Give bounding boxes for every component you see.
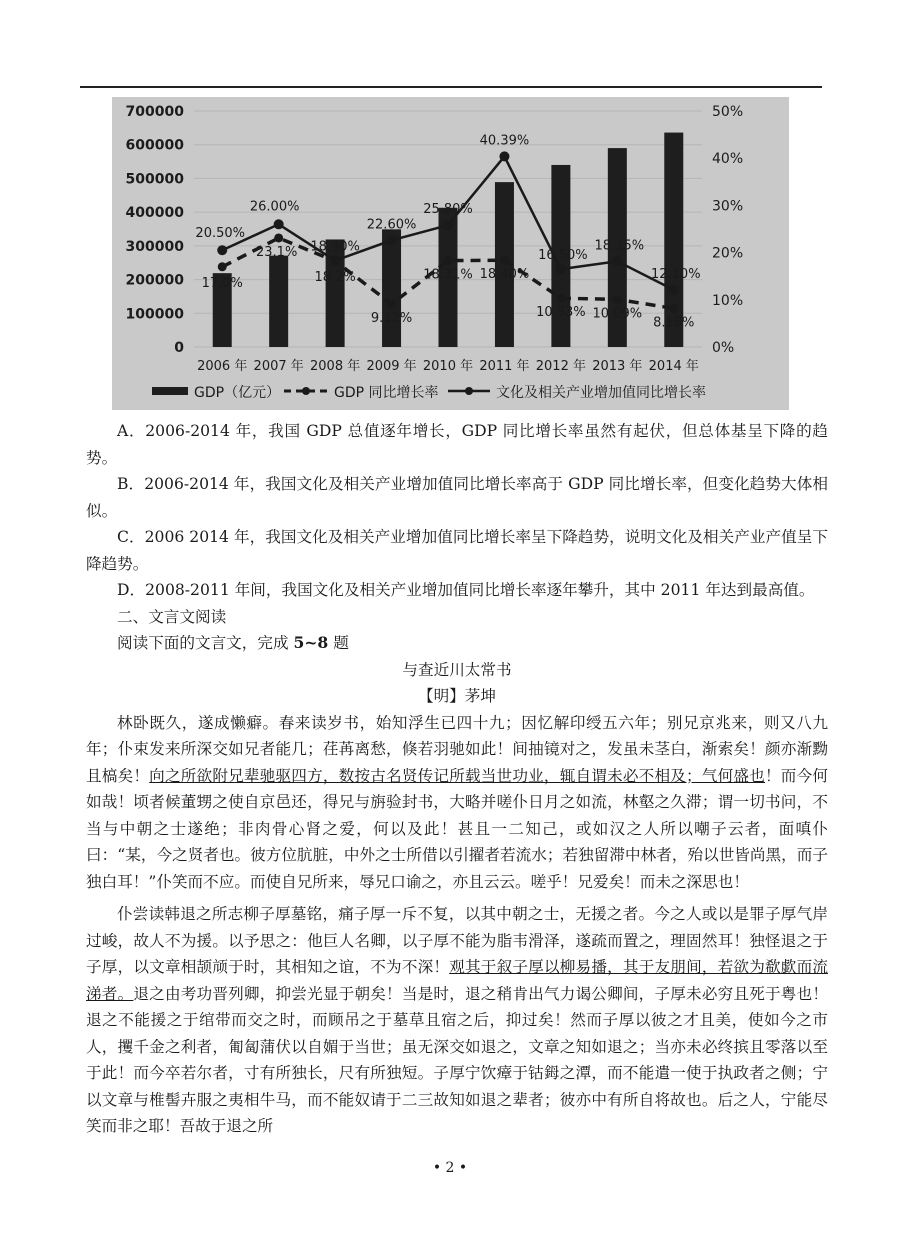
x-tick-label: 2007 年 bbox=[253, 359, 304, 374]
culture-rate-point bbox=[443, 220, 453, 230]
passage-author: 【明】茅坤 bbox=[418, 687, 496, 705]
x-tick-label: 2013 年 bbox=[592, 359, 643, 374]
culture-rate-point bbox=[387, 235, 397, 245]
gdp-rate-label: 10.09% bbox=[592, 306, 643, 322]
option-c: C．2006 2014 年，我国文化及相关产业增加值同比增长率呈下降趋势，说明文化及相关产业产值呈下降趋势。 bbox=[86, 528, 828, 573]
section-instruction bbox=[86, 630, 828, 657]
x-tick-label: 2012 年 bbox=[535, 359, 586, 374]
instruction-prefix: 阅读下面的文言文，完成 bbox=[117, 634, 294, 652]
gdp-rate-point bbox=[387, 299, 396, 308]
gdp-rate-label: 17.0% bbox=[201, 275, 243, 291]
legend-label-gdp: GDP（亿元） bbox=[194, 385, 281, 401]
passage-title: 与查近川太常书 bbox=[402, 660, 512, 679]
y-left-tick-label: 500000 bbox=[125, 171, 184, 188]
p1-text-a: 林卧既久，遂成懒癖。春来读岁书，始知浮生已四十九；因忆解印绶五六年；别兄京兆来，则又八九年；仆束发来所深交如兄者能几；荏苒离愁，倏若羽驰如此！间抽镜对之，发虽未茎白，渐索矣！颜亦渐黝且槁矣！ bbox=[86, 713, 828, 785]
y-left-tick-label: 700000 bbox=[125, 104, 184, 120]
y-right-tick-label: 30% bbox=[712, 198, 744, 215]
gdp-rate-point bbox=[556, 294, 565, 303]
instruction-range: 5~8 bbox=[293, 633, 329, 652]
culture-rate-point bbox=[217, 245, 227, 255]
y-right-tick-label: 20% bbox=[712, 245, 744, 262]
option-d: D．2008-2011 年间，我国文化及相关产业增加值同比增长率逐年攀升，其中 2011 年达到最高值。 bbox=[117, 581, 815, 599]
y-left-tick-label: 100000 bbox=[125, 306, 184, 323]
section-heading: 二、文言文阅读 bbox=[117, 607, 227, 626]
gdp-bar bbox=[382, 229, 401, 347]
option-a: A．2006-2014 年，我国 GDP 总值逐年增长，GDP 同比增长率虽然有起伏，但总体基呈下降的趋势。 bbox=[86, 422, 828, 467]
x-tick-label: 2011 年 bbox=[479, 359, 530, 374]
option-b: B．2006-2014 年，我国文化及相关产业增加值同比增长率高于 GDP 同比增长率，但变化趋势大体相似。 bbox=[86, 475, 828, 520]
y-right-tick-label: 50% bbox=[712, 104, 744, 120]
gdp-rate-point bbox=[500, 256, 509, 265]
instruction-suffix: 题 bbox=[328, 634, 349, 652]
culture-rate-label: 25.80% bbox=[423, 202, 473, 218]
culture-rate-label: 20.50% bbox=[195, 226, 246, 242]
gdp-culture-chart bbox=[112, 97, 789, 410]
y-right-tick-label: 0% bbox=[712, 340, 735, 356]
legend-label-culture-rate: 文化及相关产业增加值同比增长率 bbox=[496, 385, 706, 401]
gdp-rate-point bbox=[669, 304, 678, 313]
legend-label-gdp-rate: GDP 同比增长率 bbox=[334, 385, 439, 401]
x-tick-label: 2010 年 bbox=[422, 359, 474, 374]
culture-rate-point bbox=[669, 285, 679, 295]
culture-rate-point bbox=[556, 264, 566, 274]
gdp-rate-label: 18.2% bbox=[314, 270, 356, 286]
gdp-rate-point bbox=[331, 257, 340, 266]
culture-rate-label: 18.15% bbox=[594, 238, 645, 254]
p2-underlined-sentence: 观其于叙子厚以柳易播，其于友朋间，若欲为欷歔而流涕者。 bbox=[86, 958, 828, 1003]
page-number: • 2 • bbox=[432, 1160, 468, 1176]
gdp-rate-point bbox=[218, 262, 227, 271]
legend-marker-gdp-rate bbox=[302, 387, 310, 395]
culture-rate-label: 40.39% bbox=[479, 133, 530, 149]
culture-rate-point bbox=[612, 256, 622, 266]
gdp-rate-label: 23.1% bbox=[256, 244, 298, 260]
p2-text-a: 仆尝读韩退之所志柳子厚墓铭，痛子厚一斥不复，以其中朝之士，无援之者。今之人或以是罪子厚气岸过峻，故人不为援。以予思之：他巨人名卿，以子厚不能为脂韦滑泽，遂疏而置之，理固然耳！独怪退之于子厚，以文章相颉颃于时，其相知之谊，不为不深！ bbox=[86, 905, 828, 976]
chart-photo bbox=[112, 97, 789, 410]
gdp-rate-label: 10.33% bbox=[536, 305, 586, 321]
y-left-tick-label: 600000 bbox=[125, 137, 184, 154]
x-tick-label: 2008 年 bbox=[310, 359, 361, 374]
culture-rate-label: 22.60% bbox=[366, 217, 417, 233]
p2-text-b: 退之由考功晋列卿，抑尝光显于朝矣！当是时，退之稍肯出气力谒公卿间，子厚未必穷且死于粤也！退之不能援之于绾带而交之时，而顾吊之于墓草且宿之后，抑过矣！然而子厚以彼之才且美，使如今之市人，攫千金之利者，匍匐蒲伏以自媚于当世；虽无深交如退之，文章之知如退之；当亦未必终摈且零落以至于此！而今卒若尔者，寸有所独长，尺有所独短。子厚宁饮瘴于钴鉧之潭，而不能遣一使于执政者之侧；宁以文章与椎髻卉服之夷相牛马，而不能奴请于二三故知如退之辈者；彼亦中有所自将故也。后之人，宁能尽笑而非之耶！吾故于退之所 bbox=[86, 984, 828, 1135]
culture-rate-point bbox=[274, 219, 284, 229]
gdp-rate-label: 8.18% bbox=[653, 315, 695, 331]
p1-underlined-sentence: 向之所欲附兄辈驰驱四方，数按古名贤传记所载当世功业，辄自谓未必不相及；气何盛也 bbox=[149, 766, 765, 785]
culture-rate-label: 26.00% bbox=[249, 199, 300, 215]
culture-rate-label: 16.50% bbox=[538, 248, 588, 264]
gdp-rate-point bbox=[613, 295, 622, 304]
document-body bbox=[86, 418, 828, 1140]
y-left-tick-label: 400000 bbox=[125, 205, 184, 222]
passage-paragraph-2 bbox=[86, 901, 828, 1140]
passage-paragraph-1 bbox=[86, 710, 828, 896]
gdp-rate-label: 18.40% bbox=[479, 267, 530, 283]
legend-marker-culture-rate bbox=[465, 387, 473, 395]
x-tick-label: 2014 年 bbox=[648, 359, 699, 374]
culture-rate-label: 18.30% bbox=[310, 239, 360, 255]
gdp-rate-label: 9.12% bbox=[370, 310, 413, 326]
culture-rate-point bbox=[499, 151, 509, 161]
y-left-tick-label: 200000 bbox=[125, 272, 184, 289]
gdp-rate-point bbox=[274, 233, 283, 242]
y-right-tick-label: 10% bbox=[712, 292, 744, 309]
culture-rate-label: 12.10% bbox=[650, 266, 701, 282]
y-left-tick-label: 0 bbox=[174, 340, 184, 356]
p1-text-b: ！而今何如哉！顷者候董甥之使自京邑还，得兄与旃验封书，大略并嗟仆日月之如流，林壑之久滞；谓一切书问，不当与中朝之士遂绝；非肉骨心肾之爱，何以及此！甚且一二知己，或如汉之人所以嘲子云者，面嗔仆曰：“某，今之贤者也。彼方位肮脏，中外之士所借以引擢者若流水；若独留滞中林者，殆以世皆尚黑，而子独白耳！”仆笑而不应。而使自兄所来，辱兄口谕之，亦且云云。嗟乎！兄爱矣！而未之深思也！ bbox=[86, 766, 828, 891]
gdp-rate-point bbox=[444, 256, 453, 265]
top-rule bbox=[80, 86, 822, 88]
y-left-tick-label: 300000 bbox=[125, 238, 184, 255]
y-right-tick-label: 40% bbox=[712, 151, 744, 168]
gdp-bar bbox=[269, 256, 288, 347]
x-tick-label: 2009 年 bbox=[366, 359, 417, 374]
legend-swatch-gdp bbox=[152, 387, 188, 395]
gdp-rate-label: 18.31% bbox=[423, 267, 473, 283]
x-tick-label: 2006 年 bbox=[197, 359, 248, 374]
